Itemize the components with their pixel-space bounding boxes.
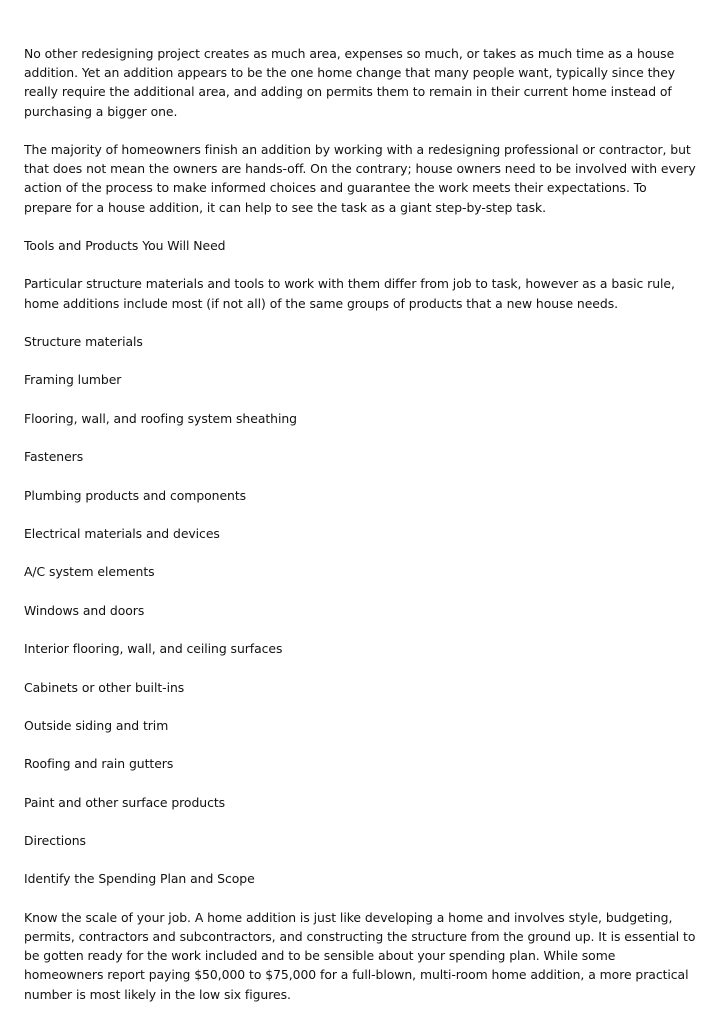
material-item: Fasteners bbox=[24, 449, 84, 465]
step-heading-budget-scope: Identify the Spending Plan and Scope bbox=[24, 871, 255, 887]
homeowner-involvement-paragraph: The majority of homeowners finish an addition by working with a redesigning professional or contractor, but that does not mean the owners are hands-off. On the contrary; house owners need to be involved with every action of the process to make informed choices and guarantee the work meets their expectations. To prepare for a house addition, it can help to see the task as a giant step-by-step task. bbox=[24, 142, 696, 215]
section-heading-directions: Directions bbox=[24, 833, 86, 849]
intro-paragraph: No other redesigning project creates as much area, expenses so much, or takes as much time as a house addition. Yet an addition appears to be the one home change that many people want, typically since they really require the additional area, and adding on permits them to remain in their current home instead of purchasing a bigger one. bbox=[24, 46, 676, 119]
material-item: Roofing and rain gutters bbox=[24, 756, 174, 772]
material-item: Framing lumber bbox=[24, 372, 122, 388]
material-item: Outside siding and trim bbox=[24, 717, 169, 733]
section-heading-tools: Tools and Products You Will Need bbox=[24, 238, 226, 253]
material-item: Plumbing products and components bbox=[24, 487, 247, 503]
material-item: Flooring, wall, and roofing system sheathing bbox=[24, 410, 297, 426]
material-item: Electrical materials and devices bbox=[24, 525, 220, 541]
material-item: A/C system elements bbox=[24, 564, 155, 580]
budget-scope-paragraph: Know the scale of your job. A home addition is just like developing a home and involves style, budgeting, permits, contractors and subcontractors, and constructing the structure from the ground up. It is essential to be gotten ready for the work included and to be sensible about your spending plan. While some homeowners report paying $50,000 to $75,000 for a full-blown, multi-room home addition, a more practical number is most likely in the low six figures. bbox=[24, 909, 696, 1002]
material-item: Cabinets or other built-ins bbox=[24, 679, 185, 695]
material-item: Interior flooring, wall, and ceiling surfaces bbox=[24, 641, 283, 657]
material-item: Structure materials bbox=[24, 333, 143, 349]
document-page bbox=[24, 44, 696, 1023]
materials-intro-paragraph: Particular structure materials and tools to work with them differ from job to task, however as a basic rule, home additions include most (if not all) of the same groups of products that a new house needs. bbox=[24, 276, 675, 311]
material-item: Windows and doors bbox=[24, 602, 145, 618]
material-item: Paint and other surface products bbox=[24, 794, 226, 810]
